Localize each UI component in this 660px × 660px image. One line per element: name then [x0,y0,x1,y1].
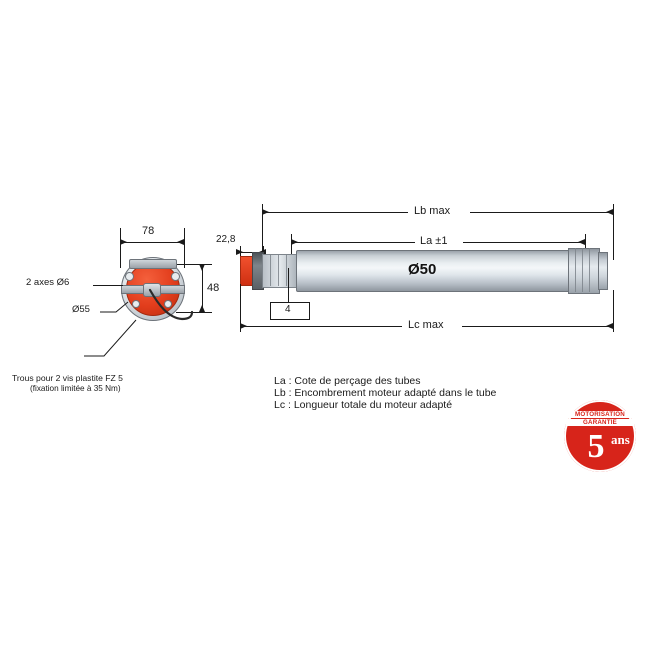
warranty-badge [564,400,640,476]
dim-22-8-label: 22,8 [216,234,236,245]
collar-line-2 [278,254,279,286]
dim-78-extension-left [120,228,121,268]
legend-item-la: La : Cote de perçage des tubes [274,375,421,387]
end-cap-line-3 [589,248,590,292]
motor-end-cap [568,248,600,294]
la-arrow-left [291,239,298,245]
legend-item-lc: Lc : Longueur totale du moteur adapté [274,399,453,412]
annotation-screw-line1: Trous pour 2 vis plastite FZ 5 [12,373,123,383]
la-extension-left [291,234,292,256]
legend-block [274,375,496,411]
dim-4-label: 4 [285,304,291,315]
end-cap-line-1 [575,248,576,292]
lb-extension-right [613,204,614,260]
la-arrow-right [578,239,585,245]
badge-ribbon-line2: GARANTIE [566,419,634,426]
lc-arrow-right [606,323,613,329]
leader-screw-holes [84,312,140,358]
label-2-axes: 2 axes Ø6 [26,277,70,288]
dim-78-arrow-left [120,239,127,245]
dim-48-extension-top [176,264,212,265]
badge-ribbon-line1: MOTORISATION [566,411,634,418]
dim-78-label: 78 [142,225,155,237]
lb-arrow-left [262,209,269,215]
axis-pin-right [171,272,180,281]
collar-line-1 [270,254,271,286]
lb-label: Lb max [414,205,451,217]
lb-arrow-right [606,209,613,215]
dim-48-arrow-bottom [199,305,205,312]
motor-cable [148,288,196,328]
la-label: La ±1 [420,235,448,247]
dim-78-extension-right [184,228,185,268]
dim-78-arrow-right [177,239,184,245]
lc-arrow-left [240,323,247,329]
badge-number: 5 [587,428,605,465]
lc-extension-right [613,290,614,332]
motor-head-flat-top [129,259,177,269]
motor-end-plate [598,252,608,290]
label-diam-55: Ø55 [72,304,90,315]
axis-pin-left [125,272,134,281]
badge-unit: ans [611,432,630,447]
motor-drive-collar [262,254,298,288]
side-view [216,190,650,350]
dim-48-label: 48 [207,282,220,294]
left-end-view [0,0,240,400]
tube-diameter-text: Ø50 [408,261,437,278]
legend-item-lb: Lb : Encombrement moteur adapté dans le tube [274,387,497,400]
dim-4-leader [288,268,289,302]
dim-48-arrow-top [199,264,205,271]
dim-78-line [120,242,184,243]
lc-label: Lc max [408,319,444,331]
screw-hole-left [132,300,140,308]
end-cap-line-2 [582,248,583,292]
collar-line-3 [286,254,287,286]
leader-2-axes [93,285,123,286]
annotation-screw-line2: (fixation limitée à 35 Nm) [30,384,121,393]
